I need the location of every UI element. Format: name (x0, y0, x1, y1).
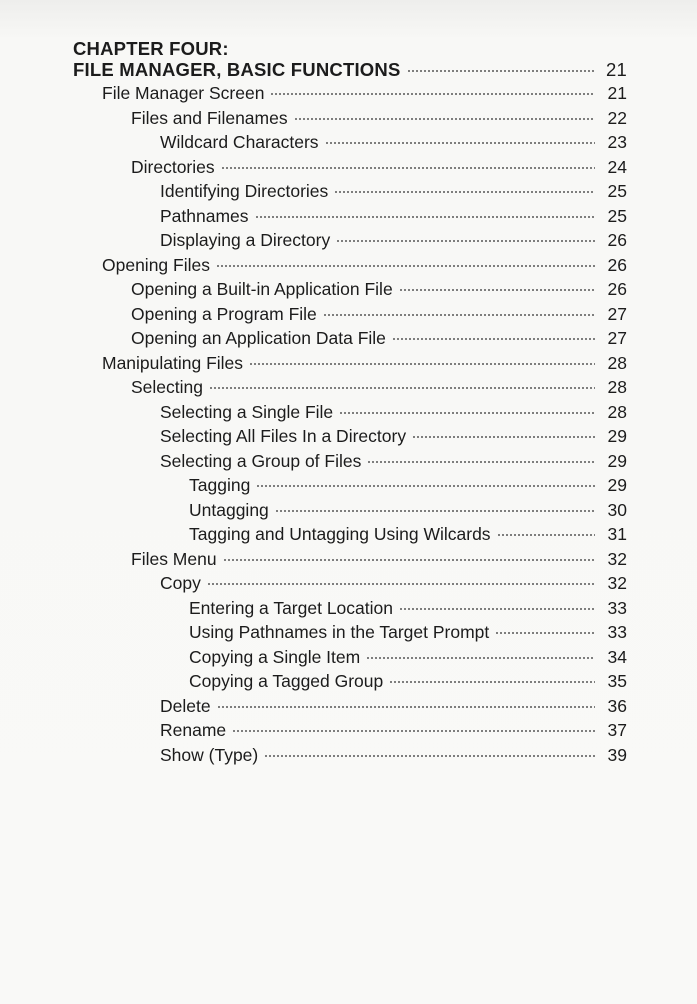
toc-entry-title: Directories (131, 156, 215, 177)
toc-entry-title: Untagging (189, 499, 269, 520)
toc-entry (73, 473, 627, 498)
toc-entry-page-number: 36 (607, 695, 627, 716)
dot-leader (336, 240, 595, 242)
toc-entry-title: Delete (160, 695, 211, 716)
dot-leader (412, 436, 595, 438)
toc-entry-title: Selecting All Files In a Directory (160, 426, 407, 446)
toc-entry-title: Opening Files (102, 254, 210, 275)
toc-entry-page-number: 30 (607, 499, 627, 520)
toc-entry (73, 375, 627, 400)
dot-leader (392, 338, 595, 340)
toc-entry (73, 424, 627, 449)
dot-leader (256, 485, 595, 487)
chapter-page-number: 21 (606, 59, 627, 80)
dot-leader (366, 657, 595, 659)
toc-entry-page-number: 28 (607, 352, 627, 373)
toc-entry-page-number: 32 (607, 548, 627, 569)
dot-leader (270, 93, 595, 95)
toc-entry (73, 694, 627, 719)
toc-entry (73, 645, 627, 670)
toc-entry-page-number: 29 (607, 450, 627, 471)
toc-entry-title: Wildcard Characters (160, 132, 319, 152)
toc-entry-title: Displaying a Directory (160, 230, 331, 250)
dot-leader (367, 461, 595, 463)
toc-entry (73, 620, 627, 645)
dot-leader (275, 510, 595, 512)
toc-entry-page-number: 26 (607, 254, 627, 275)
toc-entry-title: Tagging and Untagging Using Wilcards (189, 524, 491, 544)
toc-entry (73, 718, 627, 743)
toc-entry-title: Copying a Tagged Group (189, 671, 384, 691)
toc-entry-title: Copying a Single Item (189, 646, 361, 667)
toc-entry-title: Files and Filenames (131, 107, 288, 128)
toc-entry-title: Selecting (131, 377, 203, 397)
toc-entry-page-number: 27 (607, 303, 627, 324)
toc-entry (73, 743, 627, 768)
dot-leader (232, 730, 595, 732)
toc-entry-page-number: 29 (607, 426, 627, 446)
toc-entry-title: File Manager Screen (102, 83, 265, 103)
dot-leader (495, 632, 595, 634)
dot-leader (407, 70, 596, 72)
dot-leader (389, 681, 595, 683)
toc-entry-page-number: 37 (607, 720, 627, 740)
toc-entry-page-number: 33 (607, 622, 627, 642)
toc-entry-page-number: 26 (607, 279, 627, 299)
toc-entry-title: Entering a Target Location (189, 597, 393, 618)
toc-entry-page-number: 39 (607, 744, 627, 765)
toc-entry-title: Opening an Application Data File (131, 328, 386, 348)
toc-entry-page-number: 23 (607, 132, 627, 152)
toc-entry-title: Identifying Directories (160, 181, 329, 201)
toc-entry-title: Rename (160, 720, 227, 740)
dot-leader (209, 387, 595, 389)
dot-leader (399, 608, 595, 610)
toc-entry (73, 400, 627, 425)
toc-entry (73, 596, 627, 621)
dot-leader (249, 363, 595, 365)
toc-entry (73, 522, 627, 547)
toc-entry-title: Tagging (189, 475, 251, 495)
toc-entry (73, 130, 627, 155)
chapter-label: CHAPTER FOUR: (73, 38, 229, 59)
dot-leader (255, 216, 595, 218)
toc-entry (73, 204, 627, 229)
toc-entry-title: Opening a Built-in Application File (131, 279, 393, 299)
toc-entry-title: Selecting a Group of Files (160, 450, 362, 471)
toc-entry-title: Opening a Program File (131, 303, 317, 324)
toc-entry-title: Using Pathnames in the Target Prompt (189, 622, 490, 642)
table-of-contents (73, 39, 627, 767)
toc-entry-title: Show (Type) (160, 744, 259, 765)
dot-leader (339, 412, 595, 414)
toc-entry-title: Selecting a Single File (160, 401, 334, 422)
toc-entry (73, 81, 627, 106)
toc-entry (73, 571, 627, 596)
toc-entry-page-number: 35 (607, 671, 627, 691)
toc-entry-page-number: 34 (607, 646, 627, 667)
toc-entry-page-number: 27 (607, 328, 627, 348)
toc-entry-page-number: 32 (607, 573, 627, 593)
toc-entry (73, 106, 627, 131)
dot-leader (334, 191, 595, 193)
toc-entry (73, 277, 627, 302)
toc-entry (73, 449, 627, 474)
toc-entry (73, 302, 627, 327)
toc-entry (73, 253, 627, 278)
dot-leader (497, 534, 595, 536)
dot-leader (216, 265, 595, 267)
toc-entry-page-number: 29 (607, 475, 627, 495)
toc-entry (73, 351, 627, 376)
toc-entry (73, 669, 627, 694)
dot-leader (221, 167, 595, 169)
toc-entry (73, 179, 627, 204)
toc-entry (73, 498, 627, 523)
dot-leader (223, 559, 595, 561)
toc-entry-page-number: 33 (607, 597, 627, 618)
toc-entry (73, 326, 627, 351)
toc-entry-page-number: 26 (607, 230, 627, 250)
dot-leader (323, 314, 595, 316)
toc-entry-page-number: 25 (607, 181, 627, 201)
toc-entry (73, 547, 627, 572)
toc-entry-page-number: 22 (607, 107, 627, 128)
toc-entry-page-number: 28 (607, 377, 627, 397)
toc-entry-page-number: 28 (607, 401, 627, 422)
dot-leader (207, 583, 595, 585)
toc-entry (73, 228, 627, 253)
toc-entry-page-number: 21 (607, 83, 627, 103)
toc-entry-list (73, 81, 627, 767)
dot-leader (217, 706, 595, 708)
toc-entry-title: Files Menu (131, 548, 217, 569)
dot-leader (264, 755, 595, 757)
dot-leader (294, 118, 595, 120)
dot-leader (399, 289, 595, 291)
chapter-title: FILE MANAGER, BASIC FUNCTIONS (73, 59, 401, 80)
toc-entry (73, 155, 627, 180)
toc-entry-page-number: 24 (607, 156, 627, 177)
toc-entry-title: Copy (160, 573, 201, 593)
toc-entry-page-number: 31 (607, 524, 627, 544)
toc-entry-page-number: 25 (607, 205, 627, 226)
dot-leader (325, 142, 595, 144)
toc-entry-title: Manipulating Files (102, 352, 244, 373)
toc-entry-title: Pathnames (160, 205, 249, 226)
chapter-title-entry (73, 59, 627, 81)
